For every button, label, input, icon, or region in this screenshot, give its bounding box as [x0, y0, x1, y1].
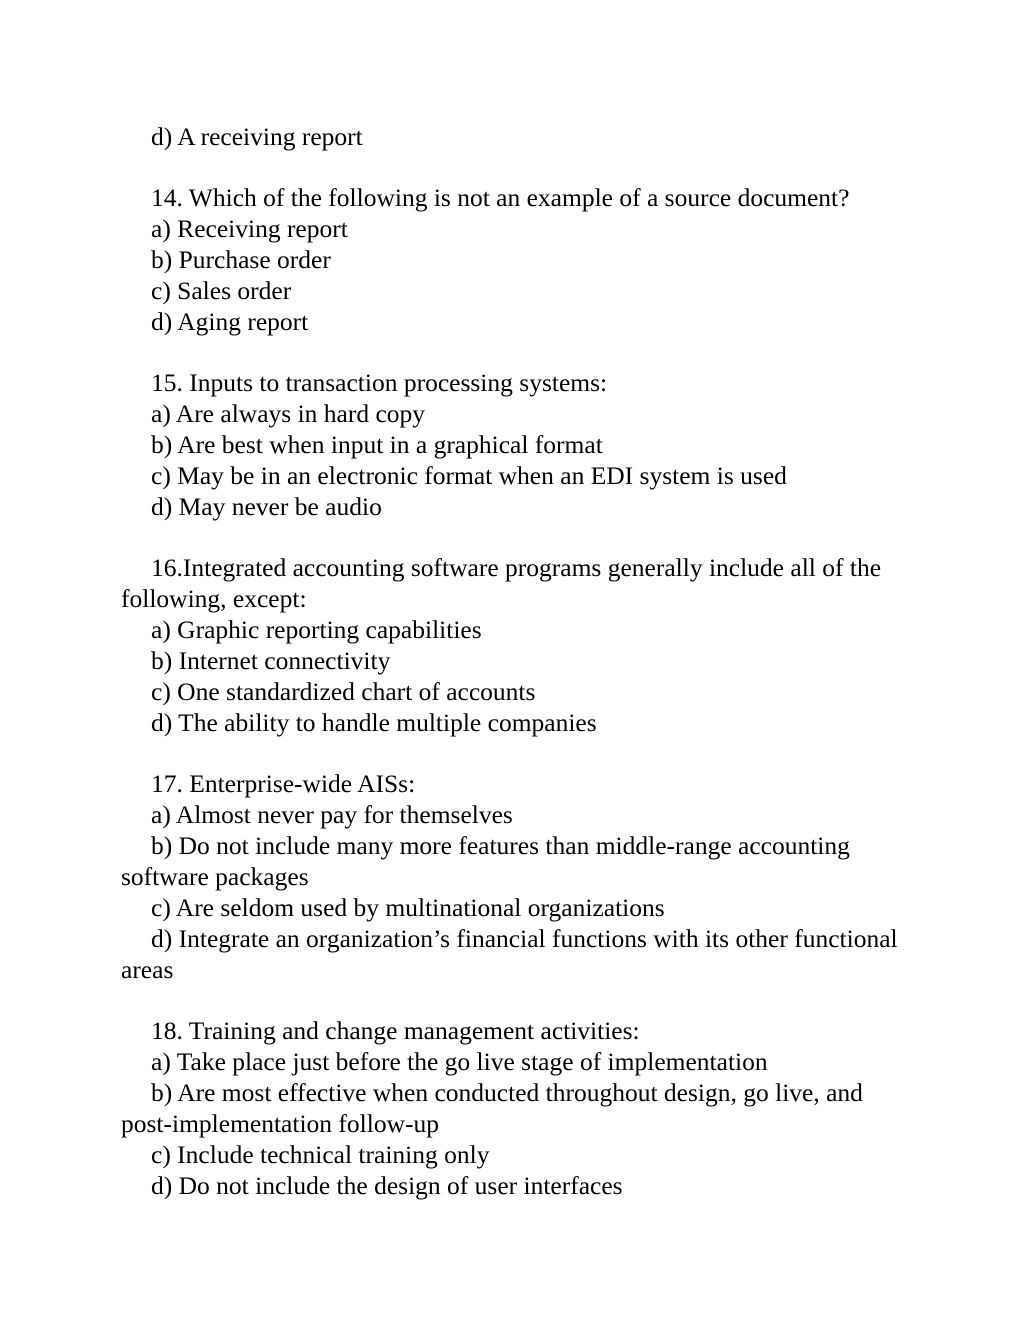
answer-option: a) Are always in hard copy	[151, 399, 426, 428]
answer-option: b) Are most effective when conducted throughout design, go live, and post-implementation follow-up	[121, 1078, 863, 1138]
answer-option: d) The ability to handle multiple companies	[151, 708, 597, 737]
question-stem: 16.Integrated accounting software programs generally include all of the following, except:	[121, 553, 882, 613]
question-16	[121, 552, 911, 738]
answer-option: d) May never be audio	[151, 492, 382, 521]
answer-option: d) Aging report	[151, 307, 309, 336]
answer-option: c) Are seldom used by multinational organizations	[151, 893, 665, 922]
answer-option: c) May be in an electronic format when an EDI system is used	[151, 461, 787, 490]
spacer	[121, 337, 911, 367]
spacer	[121, 738, 911, 768]
question-stem: 18. Training and change management activities:	[151, 1016, 640, 1045]
answer-option: c) Include technical training only	[151, 1140, 490, 1169]
question-stem: 14. Which of the following is not an example of a source document?	[151, 183, 850, 212]
spacer	[121, 985, 911, 1015]
option-13-d: d) A receiving report	[151, 122, 363, 151]
answer-option: a) Take place just before the go live stage of implementation	[151, 1047, 768, 1076]
answer-option: b) Do not include many more features than middle-range accounting software packages	[121, 831, 850, 891]
answer-option: a) Almost never pay for themselves	[151, 800, 513, 829]
answer-option: b) Are best when input in a graphical format	[151, 430, 603, 459]
answer-option: d) Integrate an organization’s financial functions with its other functional areas	[121, 924, 898, 984]
answer-option: b) Purchase order	[151, 245, 331, 274]
answer-option: c) Sales order	[151, 276, 292, 305]
answer-option: b) Internet connectivity	[151, 646, 391, 675]
answer-option: a) Receiving report	[151, 214, 348, 243]
answer-option: a) Graphic reporting capabilities	[151, 615, 482, 644]
question-17	[121, 768, 911, 985]
answer-option: c) One standardized chart of accounts	[151, 677, 536, 706]
question-15	[121, 367, 911, 522]
spacer	[121, 522, 911, 552]
question-18	[121, 1015, 911, 1201]
document-body	[121, 121, 911, 1201]
spacer	[121, 152, 911, 182]
question-stem: 15. Inputs to transaction processing systems:	[151, 368, 608, 397]
question-14	[121, 182, 911, 337]
question-stem: 17. Enterprise-wide AISs:	[151, 769, 416, 798]
answer-option: d) Do not include the design of user interfaces	[151, 1171, 623, 1200]
